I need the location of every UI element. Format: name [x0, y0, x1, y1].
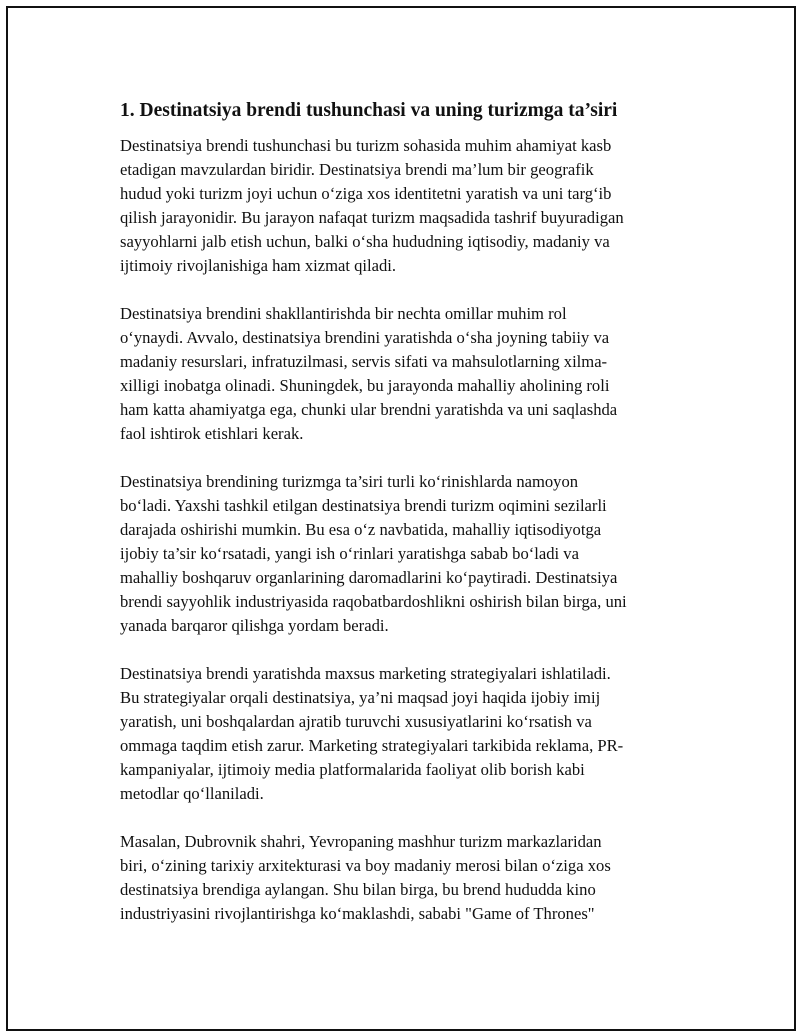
text-line: hudud yoki turizm joyi uchun o‘ziga xos identitetni yaratish va uni targ‘ib — [120, 184, 612, 203]
document-body — [120, 98, 680, 950]
paragraph-1 — [120, 134, 680, 278]
text-line: faol ishtirok etishlari kerak. — [120, 424, 304, 443]
text-line: ham katta ahamiyatga ega, chunki ular brendni yaratishda va uni saqlashda — [120, 400, 618, 419]
text-line: sayyohlarni jalb etish uchun, balki o‘sha hududning iqtisodiy, madaniy va — [120, 232, 610, 251]
text-line: Destinatsiya brendining turizmga ta’siri turli ko‘rinishlarda namoyon — [120, 472, 579, 491]
text-line: bo‘ladi. Yaxshi tashkil etilgan destinatsiya brendi turizm oqimini sezilarli — [120, 496, 607, 515]
text-line: ijobiy ta’sir ko‘rsatadi, yangi ish o‘rinlari yaratishga sabab bo‘ladi va — [120, 544, 579, 563]
paragraph-4 — [120, 662, 680, 806]
text-line: Masalan, Dubrovnik shahri, Yevropaning mashhur turizm markazlaridan — [120, 832, 602, 851]
text-line: ijtimoiy rivojlanishiga ham xizmat qiladi. — [120, 256, 397, 275]
text-line: Destinatsiya brendi yaratishda maxsus marketing strategiyalari ishlatiladi. — [120, 664, 611, 683]
text-line: madaniy resurslari, infratuzilmasi, servis sifati va mahsulotlarning xilma- — [120, 352, 608, 371]
text-line: etadigan mavzulardan biridir. Destinatsiya brendi ma’lum bir geografik — [120, 160, 594, 179]
text-line: kampaniyalar, ijtimoiy media platformalarida faoliyat olib borish kabi — [120, 760, 585, 779]
text-line: darajada oshirishi mumkin. Bu esa o‘z navbatida, mahalliy iqtisodiyotga — [120, 520, 602, 539]
text-line: destinatsiya brendiga aylangan. Shu bilan birga, bu brend hududda kino — [120, 880, 596, 899]
text-line: yaratish, uni boshqalardan ajratib turuvchi xususiyatlarini ko‘rsatish va — [120, 712, 592, 731]
text-line: yanada barqaror qilishga yordam beradi. — [120, 616, 389, 635]
page-frame — [6, 6, 796, 1031]
paragraph-2 — [120, 302, 680, 446]
text-line: ommaga taqdim etish zarur. Marketing strategiyalari tarkibida reklama, PR- — [120, 736, 624, 755]
text-line: biri, o‘zining tarixiy arxitekturasi va boy madaniy merosi bilan o‘ziga xos — [120, 856, 611, 875]
section-heading: 1. Destinatsiya brendi tushunchasi va uning turizmga ta’siri — [120, 100, 618, 121]
paragraph-5 — [120, 830, 680, 926]
text-line: industriyasini rivojlantirishga ko‘maklashdi, sababi "Game of Thrones" — [120, 904, 595, 923]
text-line: mahalliy boshqaruv organlarining daromadlarini ko‘paytiradi. Destinatsiya — [120, 568, 618, 587]
text-line: o‘ynaydi. Avvalo, destinatsiya brendini yaratishda o‘sha joyning tabiiy va — [120, 328, 610, 347]
text-line: Destinatsiya brendi tushunchasi bu turizm sohasida muhim ahamiyat kasb — [120, 136, 612, 155]
text-line: xilligi inobatga olinadi. Shuningdek, bu jarayonda mahalliy aholining roli — [120, 376, 610, 395]
text-line: brendi sayyohlik industriyasida raqobatbardoshlikni oshirish bilan birga, uni — [120, 592, 627, 611]
text-line: qilish jarayonidir. Bu jarayon nafaqat turizm maqsadida tashrif buyuradigan — [120, 208, 624, 227]
text-line: metodlar qo‘llaniladi. — [120, 784, 264, 803]
paragraph-3 — [120, 470, 680, 638]
text-line: Bu strategiyalar orqali destinatsiya, ya’ni maqsad joyi haqida ijobiy imij — [120, 688, 601, 707]
text-line: Destinatsiya brendini shakllantirishda bir nechta omillar muhim rol — [120, 304, 567, 323]
